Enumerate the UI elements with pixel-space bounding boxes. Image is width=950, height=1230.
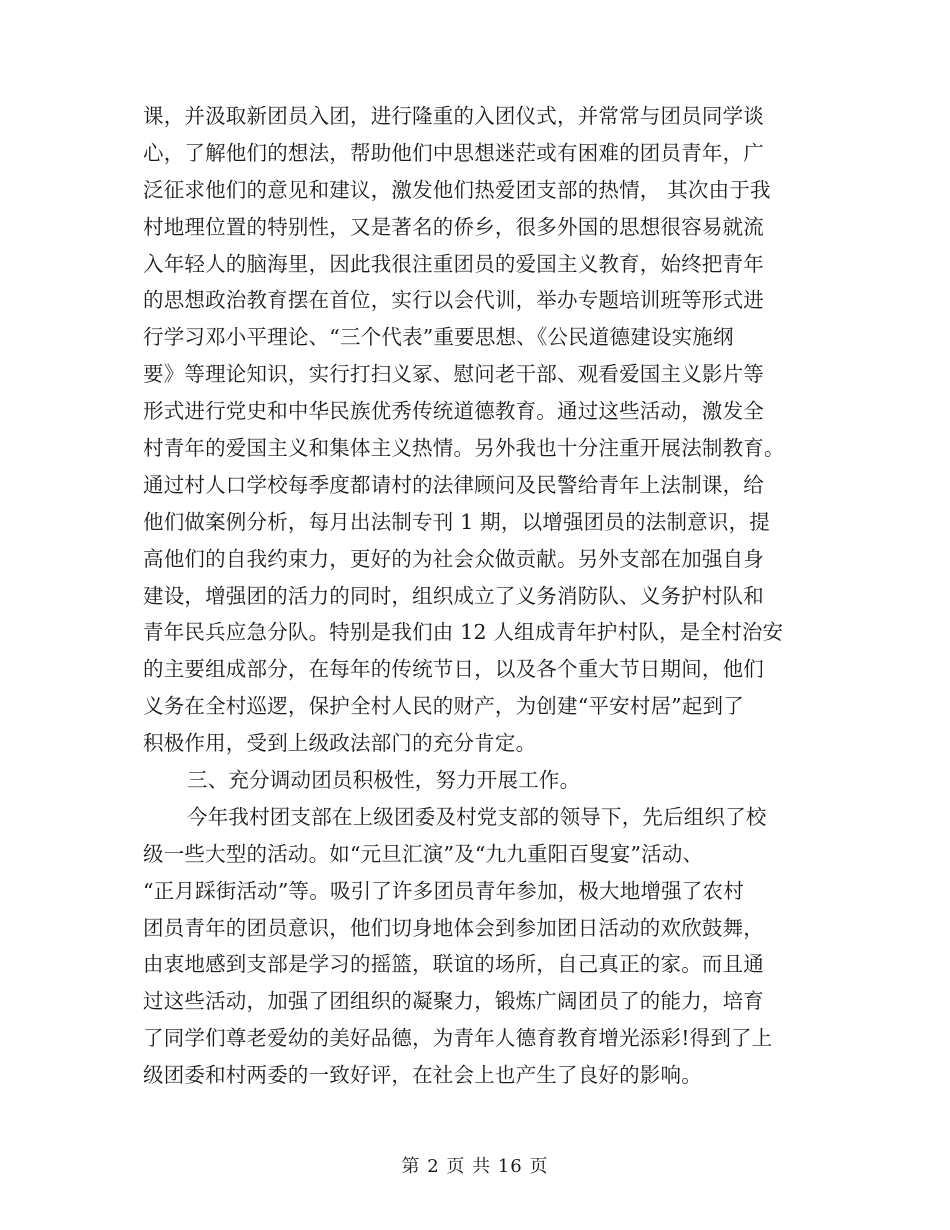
text-line: 积极作用，受到上级政法部门的充分肯定。 <box>143 731 537 756</box>
text-line: 高他们的自我约束力，更好的为社会众做贡献。另外支部在加强自身 <box>143 546 764 571</box>
text-line: 通过村人口学校每季度都请村的法律顾问及民警给青年上法制课，给 <box>143 472 764 497</box>
text-line: 团员青年的团员意识，他们切身地体会到参加团日活动的欢欣鼓舞， <box>143 915 764 940</box>
text-line: 级一些大型的活动。如“元旦汇演”及“九九重阳百叟宴”活动、 <box>143 841 704 866</box>
text-line: 义务在全村巡逻，保护全村人民的财产，为创建“平安村居”起到了 <box>143 694 744 719</box>
text-line: 村地理位置的特别性，又是著名的侨乡，很多外国的思想很容易就流 <box>143 214 764 239</box>
text-line: 青年民兵应急分队。特别是我们由 12 人组成青年护村队，是全村治安 <box>143 620 784 645</box>
text-line: “正月踩街活动”等。吸引了许多团员青年参加，极大地增强了农村 <box>143 878 744 903</box>
text-line: 要》等理论知识，实行打扫义冢、慰问老干部、观看爱国主义影片等 <box>143 362 764 387</box>
text-line: 的主要组成部分，在每年的传统节日，以及各个重大节日期间，他们 <box>143 657 764 682</box>
page-footer: 第 2 页 共 16 页 <box>401 1156 549 1177</box>
text-line: 三、充分调动团员积极性，努力开展工作。 <box>187 768 581 793</box>
text-line: 村青年的爱国主义和集体主义热情。另外我也十分注重开展法制教育。 <box>143 436 785 461</box>
text-line: 建设，增强团的活力的同时，组织成立了义务消防队、义务护村队和 <box>143 583 764 608</box>
text-line: 课，并汲取新团员入团，进行隆重的入团仪式，并常常与团员同学谈 <box>143 104 764 128</box>
text-line: 过这些活动，加强了团组织的凝聚力，锻炼广阔团员了的能力，培育 <box>143 989 764 1014</box>
text-line: 的思想政治教育摆在首位，实行以会代训，举办专题培训班等形式进 <box>143 288 764 313</box>
text-line: 形式进行党史和中华民族优秀传统道德教育。通过这些活动，激发全 <box>143 399 764 424</box>
document-body <box>143 98 811 1094</box>
text-line: 今年我村团支部在上级团委及村党支部的领导下，先后组织了校 <box>187 804 767 829</box>
text-line: 行学习邓小平理论、“三个代表”重要思想、《公民道德建设实施纲 <box>143 325 734 350</box>
text-line: 心，了解他们的想法，帮助他们中思想迷茫或有困难的团员青年，广 <box>143 140 764 165</box>
text-line: 由衷地感到支部是学习的摇篮，联谊的场所，自己真正的家。而且通 <box>143 952 764 977</box>
text-line: 了同学们尊老爱幼的美好品德，为青年人德育教育增光添彩!得到了上 <box>143 1026 773 1051</box>
text-line: 他们做案例分析，每月出法制专刊 1 期，以增强团员的法制意识，提 <box>143 509 770 534</box>
text-line: 级团委和村两委的一致好评，在社会上也产生了良好的影响。 <box>143 1063 702 1088</box>
text-line: 泛征求他们的意见和建议，激发他们热爱团支部的热情， 其次由于我 <box>143 177 771 202</box>
text-line: 入年轻人的脑海里，因此我很注重团员的爱国主义教育，始终把青年 <box>143 251 764 276</box>
